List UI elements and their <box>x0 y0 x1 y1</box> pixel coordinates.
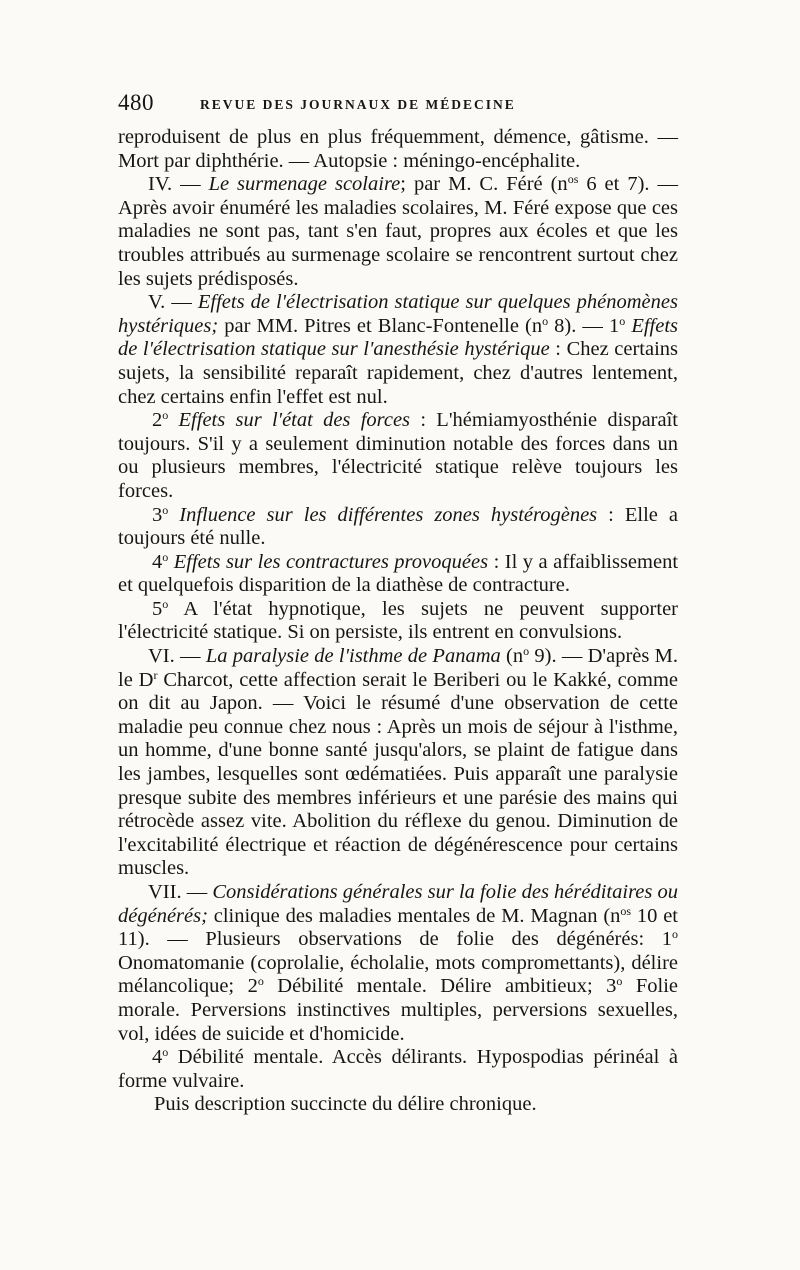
page-number: 480 <box>118 90 154 115</box>
superscript: o <box>523 644 530 659</box>
article-title: Le surmenage scolaire <box>208 173 401 196</box>
paragraph-debilite-mentale <box>118 1046 678 1093</box>
paragraph-zones-hysterogenes <box>118 504 678 551</box>
text-run: reproduisent de plus en plus fréquemment, démence, gâtisme. — Mort par diphthérie. — Autopsie : méningo-encéphalite. <box>118 126 678 172</box>
paragraph-delire-chronique <box>118 1093 678 1117</box>
section-numeral: V. — <box>148 291 198 314</box>
article-title: Effets de l'électrisation statique sur quelques phénomènes hystériques; <box>118 291 678 337</box>
subtitle: Effets sur les contractures provoquées <box>173 550 489 573</box>
superscript: o <box>619 313 626 328</box>
item-number: 2 <box>152 409 163 432</box>
paragraph-etat-hypnotique <box>118 598 678 645</box>
paragraph-contractures <box>118 551 678 598</box>
text-run: : L'hémiamyosthénie disparaît toujours. S'il y a seulement diminution notable des forces dans un ou plusieurs membres, l'électricité statique relève toujours les forces. <box>118 409 678 502</box>
subtitle: Effets sur l'état des forces <box>178 409 411 432</box>
paragraph-etat-des-forces <box>118 409 678 503</box>
text-run: Onomatomanie (coprolalie, écholalie, mots compromettants), délire mélancolique; 2 <box>118 951 678 998</box>
article-body <box>118 126 678 1117</box>
superscript: o <box>162 1045 169 1060</box>
text-run: 8). — 1 <box>548 314 620 337</box>
running-title: REVUE DES JOURNAUX DE MÉDECINE <box>200 97 516 112</box>
text-run: : Elle a toujours été nulle. <box>118 503 678 550</box>
item-number: 4 <box>152 1046 163 1069</box>
paragraph-surmenage-scolaire <box>118 173 678 291</box>
section-numeral: IV. — <box>148 173 209 196</box>
superscript: os <box>620 903 632 918</box>
paragraph-dementia-continuation <box>118 126 678 173</box>
paragraph-paralysie-panama <box>118 645 678 881</box>
text-run <box>168 409 178 431</box>
superscript: o <box>542 313 549 328</box>
section-numeral: VI. — <box>148 645 206 668</box>
superscript: o <box>257 974 264 989</box>
item-number: 3 <box>152 503 163 526</box>
paragraph-folie-degeneres <box>118 881 678 1046</box>
text-run: ; par M. C. Féré (n <box>400 173 568 196</box>
superscript: o <box>616 974 623 989</box>
text-run: 10 et 11). — Plusieurs observations de folie des dégénérés: 1 <box>118 904 678 951</box>
text-run: A l'état hypnotique, les sujets ne peuvent supporter l'électricité statique. Si on persiste, ils entrent en convulsions. <box>118 597 678 644</box>
text-run: 9). — D'après M. le D <box>118 645 679 691</box>
article-title: Considérations générales sur la folie des héréditaires ou dégénérés; <box>118 881 678 927</box>
text-run: Débilité mentale. Délire ambitieux; 3 <box>263 975 617 998</box>
subtitle: Influence sur les différentes zones hystérogènes <box>179 503 598 526</box>
superscript: o <box>162 408 169 423</box>
subtitle: Effets de l'électrisation statique sur l'anesthésie hystérique <box>118 314 679 361</box>
text-run: (n <box>500 645 524 668</box>
text-run: 6 et 7). — Après avoir énuméré les maladies scolaires, M. Féré expose que ces maladies ne sont pas, tant s'en faut, propres aux écoles et que les troubles attribués au surmenage scolaire se rencontrent surtout chez les sujets prédisposés. <box>118 173 679 290</box>
superscript: os <box>567 172 579 187</box>
superscript: o <box>672 927 678 942</box>
text-run: Folie morale. Perversions instinctives multiples, perversions sexuelles, vol, idées de suicide et d'homicide. <box>118 975 678 1045</box>
superscript: o <box>162 596 169 611</box>
article-title: La paralysie de l'isthme de Panama <box>205 645 501 668</box>
superscript: o <box>162 549 169 564</box>
item-number: 5 <box>152 597 163 620</box>
text-run: par MM. Pitres et Blanc-Fontenelle (n <box>218 314 543 337</box>
text-run: clinique des maladies mentales de M. Magnan (n <box>207 904 621 927</box>
text-run: Puis description succincte du délire chronique. <box>154 1093 537 1116</box>
section-numeral: VII. — <box>148 881 213 903</box>
text-run: : Chez certains sujets, la sensibilité reparaît rapidement, chez d'autres lentement, chez certains enfin l'effet est nul. <box>118 338 678 408</box>
paragraph-electrisation-statique <box>118 291 678 409</box>
text-run: Débilité mentale. Accès délirants. Hypospodias périnéal à forme vulvaire. <box>118 1046 678 1092</box>
text-run <box>168 504 179 526</box>
page-header <box>118 90 678 120</box>
text-run: : Il y a affaiblissement et quelquefois disparition de la diathèse de contracture. <box>118 550 679 597</box>
superscript: o <box>162 502 169 517</box>
superscript: r <box>153 667 158 682</box>
item-number: 4 <box>152 550 163 573</box>
text-run: Charcot, cette affection serait le Beriberi ou le Kakké, comme on dit au Japon. — Voici le résumé d'une observation de cette maladie peu connue chez nous : Après un mois de séjour à l'isthme, un homme, d'une bonne santé jusqu'alors, se plaint de fatigue dans les jambes, lesquelles sont œdématiées. Puis apparaît une paralysie presque subite des membres inférieurs et une parésie des mains qui rétrocède assez vite. Abolition du réflexe du genou. Diminution de l'excitabilité électrique et réaction de dégénérescence pour certains muscles. <box>118 668 678 880</box>
